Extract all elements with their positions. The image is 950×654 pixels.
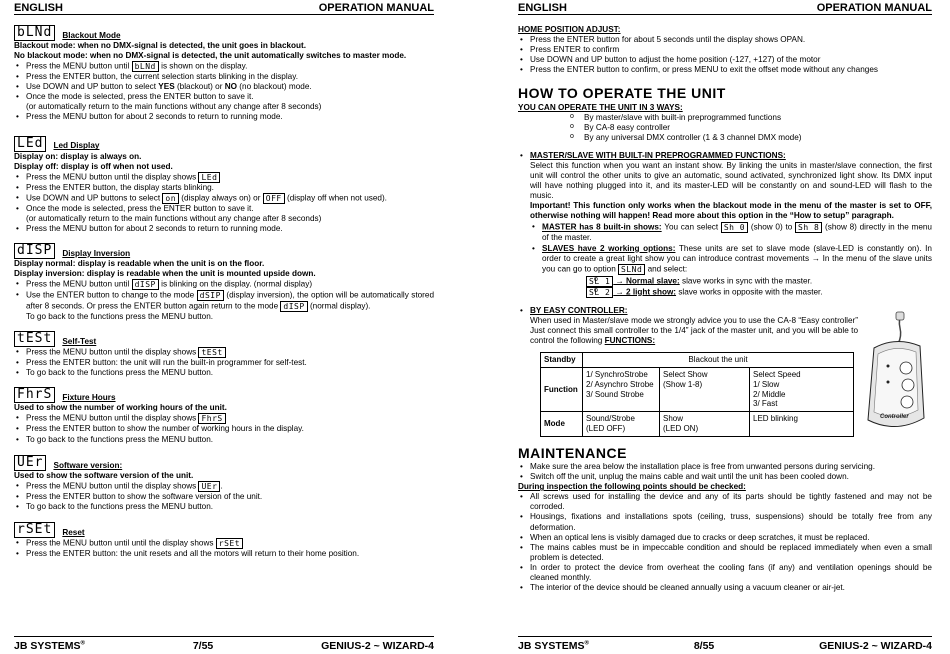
- lcd-reset-icon: rSEt: [14, 522, 55, 538]
- slave-options: [542, 276, 932, 298]
- lcd-inversion-icon: dISP: [14, 243, 55, 259]
- list-item: • Use DOWN and UP buttons to select on (display always on) or OFF (display off when not used).: [14, 193, 434, 204]
- table-cell: Select Show (Show 1-8): [660, 367, 750, 411]
- section-title: [14, 522, 434, 538]
- list-item: • Press the MENU button until dISP is blinking on the display. (normal display): [14, 279, 434, 290]
- section-title: [14, 25, 434, 41]
- lcd-text: Sh 0: [721, 222, 748, 233]
- section-master-slave: [518, 151, 932, 298]
- section-heading: Reset: [62, 527, 85, 537]
- footer-model: GENIUS-2 ~ WIZARD-4: [321, 640, 434, 652]
- section-software-version: [14, 455, 434, 512]
- maintenance-heading: MAINTENANCE: [518, 444, 627, 461]
- list-item: • Switch off the unit, unplug the mains cable and wait until the unit has been cooled down.: [518, 472, 932, 482]
- header-title: OPERATION MANUAL: [816, 2, 932, 14]
- table-row: [541, 353, 854, 368]
- lcd-text: LEd: [198, 172, 220, 183]
- description: Display normal: display is readable when the unit is on the floor.: [14, 259, 265, 269]
- lcd-text: rSEt: [216, 538, 243, 549]
- list-item: • Once the mode is selected, press the ENTER button to save it. (or automatically return to the main functions without any change after 8 seconds): [14, 92, 434, 112]
- list-item: • The interior of the device should be cleaned annually using a vacuum cleaner or air-jet.: [518, 583, 932, 593]
- steps-list: [14, 538, 434, 559]
- lcd-software-icon: UEr: [14, 455, 46, 471]
- list-item: • Press the ENTER button: the unit will run the built-in programmer for self-test.: [14, 358, 434, 368]
- list-item: • Press the MENU button for about 2 seconds to return to running mode.: [14, 112, 434, 122]
- maintenance-list: [518, 462, 932, 482]
- steps-list: [14, 279, 434, 322]
- list-item: • Press the ENTER button to confirm, or press MENU to exit the offset mode without any changes: [518, 65, 932, 75]
- section-heading: Self-Test: [62, 337, 97, 347]
- left-page: [14, 0, 434, 654]
- section-heading: Blackout Mode: [62, 30, 121, 40]
- steps-list: [518, 35, 932, 75]
- footer-brand: JB SYSTEMS®: [14, 640, 85, 652]
- lcd-text: NO: [224, 82, 238, 92]
- steps-list: [14, 172, 434, 234]
- paragraph: When used in Master/slave mode we strongly advice you to use the CA-8 “Easy controller” Just connect this small controller to the 1/4” jack of the master unit, and you will be able to control the following FUNCTIONS:: [530, 315, 858, 345]
- section-self-test: [14, 331, 434, 378]
- list-item: • To go back to the functions press the MENU button.: [14, 435, 434, 445]
- lcd-text: SLNd: [618, 264, 645, 275]
- steps-list: [14, 347, 434, 378]
- list-item: • Press the MENU button until bLNd is shown on the display.: [14, 61, 434, 72]
- paragraph: Select this function when you want an instant show. By linking the units in master/slave connection, the first unit will control the other units to give an automatic, sound activated, synchronized light show. Its DMX input will have nothing plugged into it, and its master-LED will be constantly on and sound-LED will flash to the music.: [530, 161, 932, 201]
- section-blackout: [14, 25, 434, 123]
- list-item: • Press the ENTER button for about 5 seconds until the display shows OPAN.: [518, 35, 932, 45]
- list-item: • All screws used for installing the device and any of its parts should be tightly fastened and may not be corroded.: [518, 492, 932, 512]
- list-item: • To go back to the functions press the MENU button.: [14, 502, 434, 512]
- steps-list: [14, 61, 434, 122]
- section-title: [14, 455, 434, 471]
- lcd-text: SL 2: [586, 287, 613, 298]
- list-item: • Use DOWN and UP button to adjust the home position (-127, +127) of the motor: [518, 55, 932, 65]
- list-item: • In order to protect the device from overheat the cooling fans (if any) and ventilation openings should be cleaned monthly.: [518, 563, 932, 583]
- lcd-hours-icon: FhrS: [14, 387, 55, 403]
- lcd-text: dSIP: [197, 290, 224, 301]
- section-title: [14, 136, 434, 152]
- lcd-text: dISP: [132, 279, 159, 290]
- section-heading: • MASTER/SLAVE WITH BUILT-IN PREPROGRAMMED FUNCTIONS:: [530, 150, 786, 160]
- lcd-text: FhrS: [198, 413, 225, 424]
- section-heading: Led Display: [53, 141, 100, 151]
- list-item: • Press the MENU button until the display shows UEr .: [14, 481, 434, 492]
- page-number: 8/55: [693, 640, 715, 652]
- list-item: • Press the ENTER button to show the software version of the unit.: [14, 492, 434, 502]
- list-item: • Press the MENU button until the display shows FhrS: [14, 413, 434, 424]
- lcd-text: YES: [158, 82, 175, 92]
- lcd-text: Sh 8: [795, 222, 822, 233]
- description: Display on: display is always on.: [14, 151, 142, 161]
- section-display-inversion: [14, 243, 434, 322]
- table-cell: LED blinking: [750, 412, 854, 437]
- list-item: • When an optical lens is visibly damaged due to cracks or deep scratches, it must be replaced.: [518, 533, 932, 543]
- list-item: • Press the ENTER button, the display starts blinking.: [14, 183, 434, 193]
- table-cell: Sound/Strobe (LED OFF): [583, 412, 660, 437]
- lcd-text: bLNd: [132, 61, 159, 72]
- list-item: o By any universal DMX controller (1 & 3 channel DMX mode): [518, 133, 932, 143]
- section-heading: Display Inversion: [62, 248, 131, 258]
- list-item: • Use the ENTER button to change to the mode dSIP (display inversion), the option will be automatically stored after 8 seconds. Or press the ENTER button again return to the mode dISP (normal display). To go back to the functions press the MENU button.: [14, 290, 434, 322]
- lcd-text: UEr: [198, 481, 220, 492]
- list-item: o By master/slave with built-in preprogrammed functions: [518, 113, 932, 123]
- lcd-selftest-icon: tESt: [14, 331, 55, 347]
- table-row: [541, 367, 854, 411]
- list-item: • The mains cables must be in impeccable condition and should be replaced immediately when even a small problem is detected.: [518, 543, 932, 563]
- maintenance-subheading: During inspection the following points should be checked:: [518, 482, 746, 492]
- table-cell: Select Speed 1/ Slow 2/ Middle 3/ Fast: [750, 367, 854, 411]
- list-item: o By CA-8 easy controller: [518, 123, 932, 133]
- description: Used to show the number of working hours of the unit.: [14, 403, 227, 413]
- list-item: [518, 151, 932, 298]
- section-home-position: [518, 25, 932, 75]
- description: Display off: display is off when not used.: [14, 161, 173, 171]
- page-header: [14, 0, 434, 15]
- operate-subheading: YOU CAN OPERATE THE UNIT IN 3 WAYS:: [518, 102, 683, 112]
- list-item: • Press the MENU button for about 2 seconds to return to running mode.: [14, 224, 434, 234]
- lcd-blackout-icon: bLNd: [14, 25, 55, 41]
- header-language: ENGLISH: [518, 2, 567, 14]
- header-language: ENGLISH: [14, 2, 63, 14]
- ways-list: [518, 113, 932, 143]
- footer-model: GENIUS-2 ~ WIZARD-4: [819, 640, 932, 652]
- table-cell: 1/ SynchroStrobe 2/ Asynchro Strobe 3/ Sound Strobe: [583, 367, 660, 411]
- section-fixture-hours: [14, 387, 434, 444]
- list-item: • SLAVES have 2 working options: These units are set to slave mode (slave-LED is constantly on). In order to create a great light show you can introduce contrast movements → In the menu of the slave units you can go to option SLNd and select: o SL 1 → Normal slave: slave works in sync with the master. o SL 2 → 2 light show: slave works in opposite with the master.: [530, 244, 932, 298]
- right-page: [518, 0, 932, 654]
- table-cell: Mode: [541, 412, 583, 437]
- description: Blackout mode: when no DMX-signal is detected, the unit goes in blackout.: [14, 41, 307, 50]
- lcd-text: SL 1: [586, 276, 613, 287]
- section-led-display: [14, 136, 434, 234]
- section-heading: HOME POSITION ADJUST:: [518, 25, 621, 34]
- section-title: [14, 243, 434, 259]
- checks-list: [518, 492, 932, 593]
- table-cell: Standby: [541, 353, 583, 368]
- list-item: o SL 1 → Normal slave: slave works in sync with the master.: [542, 276, 932, 287]
- list-item: • Press the ENTER button to show the number of working hours in the display.: [14, 424, 434, 434]
- lcd-text: tESt: [198, 347, 225, 358]
- sub-list: [530, 222, 932, 297]
- list-item: • Make sure the area below the installation place is free from unwanted persons during servicing.: [518, 462, 932, 472]
- list-item: • Once the mode is selected, press the ENTER button to save it. (or automatically return to the main functions without any change after 8 seconds): [14, 204, 434, 224]
- list-item: • Press the MENU button until until the display shows rSEt: [14, 538, 434, 549]
- list-item: • Press the MENU button until the display shows LEd: [14, 172, 434, 183]
- page-header: [518, 0, 932, 15]
- list-item: • Housings, fixations and installations spots (ceiling, truss, suspensions) should be totally free from any deformation.: [518, 512, 932, 532]
- list-item: • Use DOWN and UP button to select YES (blackout) or NO (no blackout) mode.: [14, 82, 434, 92]
- list-item: • MASTER has 8 built-in shows: You can select Sh 0 (show 0) to Sh 8 (show 8) directly in the menu of the master.: [530, 222, 932, 243]
- header-title: OPERATION MANUAL: [318, 2, 434, 14]
- list-item: • Press the MENU button until the display shows tESt: [14, 347, 434, 358]
- section-title: [14, 331, 434, 347]
- easy-controller-illustration: [862, 310, 930, 436]
- lcd-led-icon: LEd: [14, 136, 46, 152]
- page-footer: [518, 636, 932, 653]
- table-cell: Blackout the unit: [583, 353, 854, 368]
- list-item: • To go back to the functions press the MENU button.: [14, 368, 434, 378]
- controller-label: Controller: [880, 414, 909, 420]
- page-number: 7/55: [192, 640, 214, 652]
- table-cell: Function: [541, 367, 583, 411]
- section-reset: [14, 522, 434, 559]
- lcd-text: dISP: [280, 301, 307, 312]
- footer-brand: JB SYSTEMS®: [518, 640, 589, 652]
- list-item: • Press the ENTER button: the unit resets and all the motors will return to their home position.: [14, 549, 434, 559]
- section-title: [14, 387, 434, 403]
- list-item: o SL 2 → 2 light show: slave works in opposite with the master.: [542, 287, 932, 298]
- list-item: [518, 306, 858, 346]
- list-item: • Press ENTER to confirm: [518, 45, 932, 55]
- lcd-text: OFF: [263, 193, 285, 204]
- table-cell: Show (LED ON): [660, 412, 750, 437]
- page-footer: [14, 636, 434, 653]
- lcd-text: on: [162, 193, 179, 204]
- operate-heading: HOW TO OPERATE THE UNIT: [518, 85, 726, 102]
- paragraph-important: Important! This function only works when the blackout mode in the menu of the master is set to OFF, otherwise nothing will happen! Read more about this option in the “How to setup” paragraph.: [530, 201, 932, 221]
- functions-table: [540, 352, 854, 437]
- section-heading: Fixture Hours: [62, 393, 116, 403]
- section-heading: • BY EASY CONTROLLER:: [530, 305, 628, 315]
- description: Used to show the software version of the unit.: [14, 470, 194, 480]
- description: Display inversion: display is readable when the unit is mounted upside down.: [14, 269, 316, 279]
- steps-list: [14, 413, 434, 444]
- list-item: • Press the ENTER button, the current selection starts blinking in the display.: [14, 72, 434, 82]
- table-row: [541, 412, 854, 437]
- steps-list: [14, 481, 434, 512]
- section-heading: Software version:: [53, 460, 123, 470]
- description: No blackout mode: when no DMX-signal is detected, the unit automatically switches to master mode.: [14, 51, 407, 61]
